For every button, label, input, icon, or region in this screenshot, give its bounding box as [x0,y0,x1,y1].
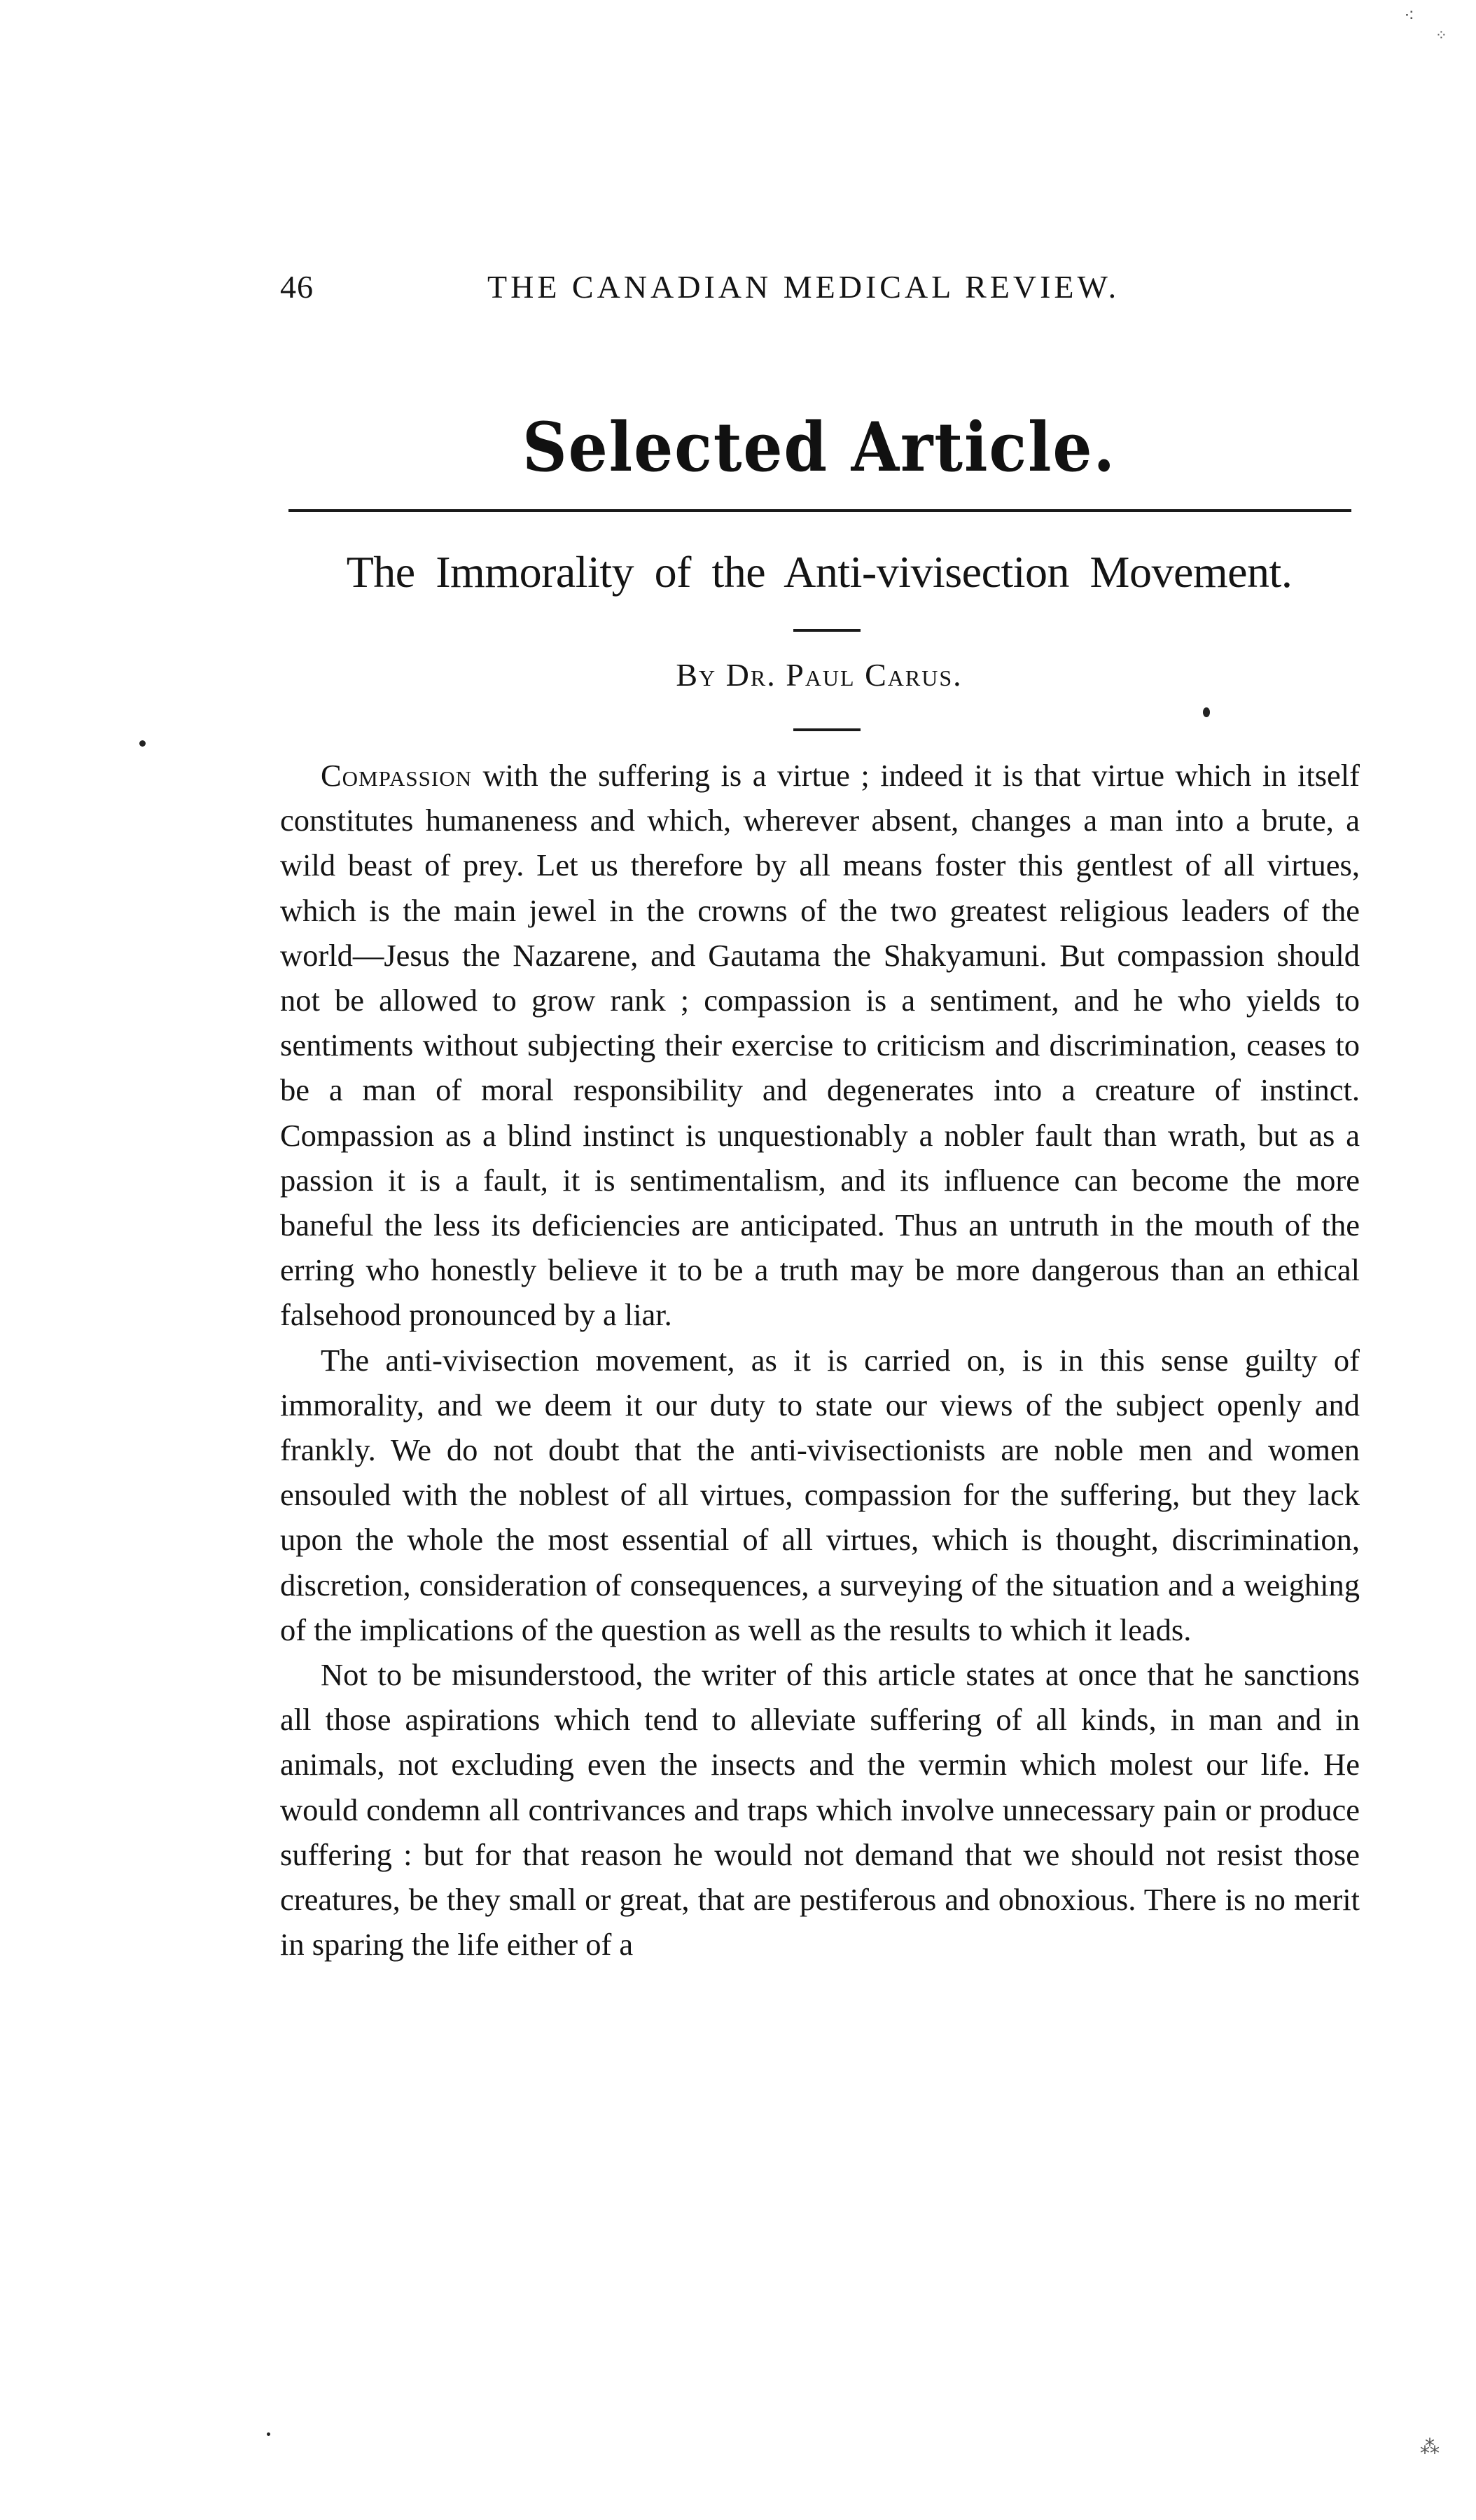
page-number: 46 [280,269,314,305]
scan-margin-mark: ⁂ [1420,2435,1440,2458]
paragraph-1 [280,753,1360,1338]
byline: By Dr. Paul Carus. [676,657,963,693]
byline-divider [793,728,861,731]
title-divider [793,629,861,632]
article-title: The Immorality of the Anti-vivisection Movement. [346,547,1293,597]
drop-word: Compassion [321,758,472,793]
article-body [280,753,1360,1967]
scan-speck [267,2432,270,2436]
paragraph-1-text: with the suffering is a virtue ; indeed it is that virtue which in itself constitutes humaneness and which, wherever absent, changes a man into a brute, a wild beast of prey. Let us therefore by all means foster this gentlest of all virtues, which is the main jewel in the crowns of the two greatest religious leaders of the world—Jesus the Nazarene, and Gautama the Shakyamuni. But compassion should not be allowed to grow rank ; compassion is a sentiment, and he who yields to sentiments without subjecting their exercise to criticism and discrimination, ceases to be a man of moral responsibility and degenerates into a creature of instinct. Compassion as a blind instinct is unquestionably a nobler fault than wrath, but as a passion it is a fault, it is sentimentalism, and its influence can become the more baneful the less its deficiencies are anticipated. Thus an untruth in the mouth of the erring who honestly believe it to be a truth may be more dangerous than an ethical falsehood pronounced by a liar. [280,758,1360,1333]
paragraph-2: The anti-vivisection movement, as it is carried on, is in this sense guilty of immorality, and we deem it our duty to state our views of the subject openly and frankly. We do not doubt that the anti-vivisectionists are noble men and women ensouled with the noblest of all virtues, compassion for the suffering, but they lack upon the whole the most essential of all virtues, which is thought, discrimination, discretion, consideration of consequences, a surveying of the situation and a weighing of the implications of the question as well as the results to which it leads. [280,1342,1360,1647]
running-head [280,268,1358,317]
scan-margin-mark: ⁘ [1435,27,1447,43]
heading-rule [288,509,1351,512]
scan-speck [1203,707,1210,717]
scan-speck [139,740,146,747]
scan-margin-mark: ⁖ [1404,6,1415,27]
section-heading: Selected Article. [522,408,1116,487]
paragraph-3: Not to be misunderstood, the writer of this article states at once that he sanctions all those aspirations which tend to alleviate suffering of all kinds, in man and in animals, not excluding even the insects and the vermin which molest our life. He would condemn all contrivances and traps which involve unnecessary pain or produce suffering : but for that reason he would not demand that we should not resist those creatures, be they small or great, that are pestiferous and obnoxious. There is no merit in sparing the life either of a [280,1657,1360,1962]
journal-title: THE CANADIAN MEDICAL REVIEW. [487,269,1120,305]
